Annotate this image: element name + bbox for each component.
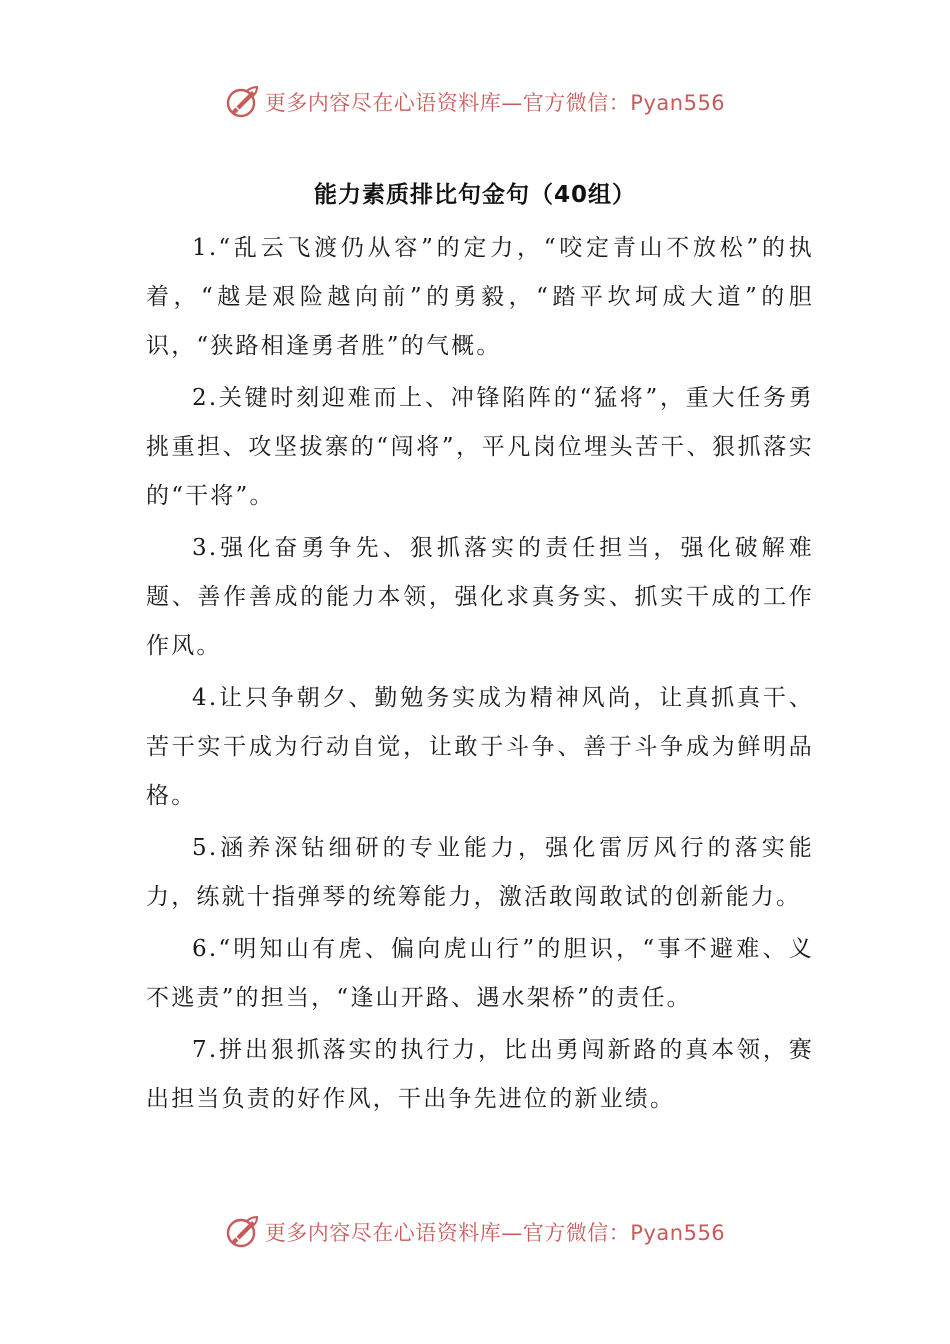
paragraph-1: 1.“乱云飞渡仍从容”的定力，“咬定青山不放松”的执着，“越是艰险越向前”的勇毅，“踏平坎坷成大道”的胆识，“狭路相逢勇者胜”的气概。	[146, 235, 814, 359]
quill-logo-icon	[225, 85, 259, 119]
paragraph-6: 6.“明知山有虎、偏向虎山行”的胆识，“事不避难、义不逃责”的担当，“逢山开路、遇水架桥”的责任。	[146, 936, 814, 1011]
paragraph-3: 3.强化奋勇争先、狠抓落实的责任担当，强化破解难题、善作善成的能力本领，强化求真务实、抓实干成的工作作风。	[146, 535, 814, 659]
watermark-text: 更多内容尽在心语资料库—官方微信：Pyan556	[264, 1221, 726, 1245]
document-body	[146, 224, 814, 1127]
document-title: 能力素质排比句金句（40组）	[313, 182, 636, 208]
paragraph-2: 2.关键时刻迎难而上、冲锋陷阵的“猛将”，重大任务勇挑重担、攻坚拔寨的“闯将”，平凡岗位埋头苦干、狠抓落实的“干将”。	[146, 385, 814, 509]
quill-logo-icon	[225, 1215, 259, 1249]
paragraph-4: 4.让只争朝夕、勤勉务实成为精神风尚，让真抓真干、苦干实干成为行动自觉，让敢于斗争、善于斗争成为鲜明品格。	[146, 685, 814, 809]
watermark-footer	[0, 1210, 950, 1254]
paragraph-7: 7.拼出狠抓落实的执行力，比出勇闯新路的真本领，赛出担当负责的好作风，干出争先进位的新业绩。	[146, 1037, 814, 1112]
watermark-header	[0, 80, 950, 124]
watermark-text: 更多内容尽在心语资料库—官方微信：Pyan556	[264, 91, 726, 115]
paragraph-5: 5.涵养深钻细研的专业能力，强化雷厉风行的落实能力，练就十指弹琴的统筹能力，激活敢闯敢试的创新能力。	[146, 835, 814, 910]
